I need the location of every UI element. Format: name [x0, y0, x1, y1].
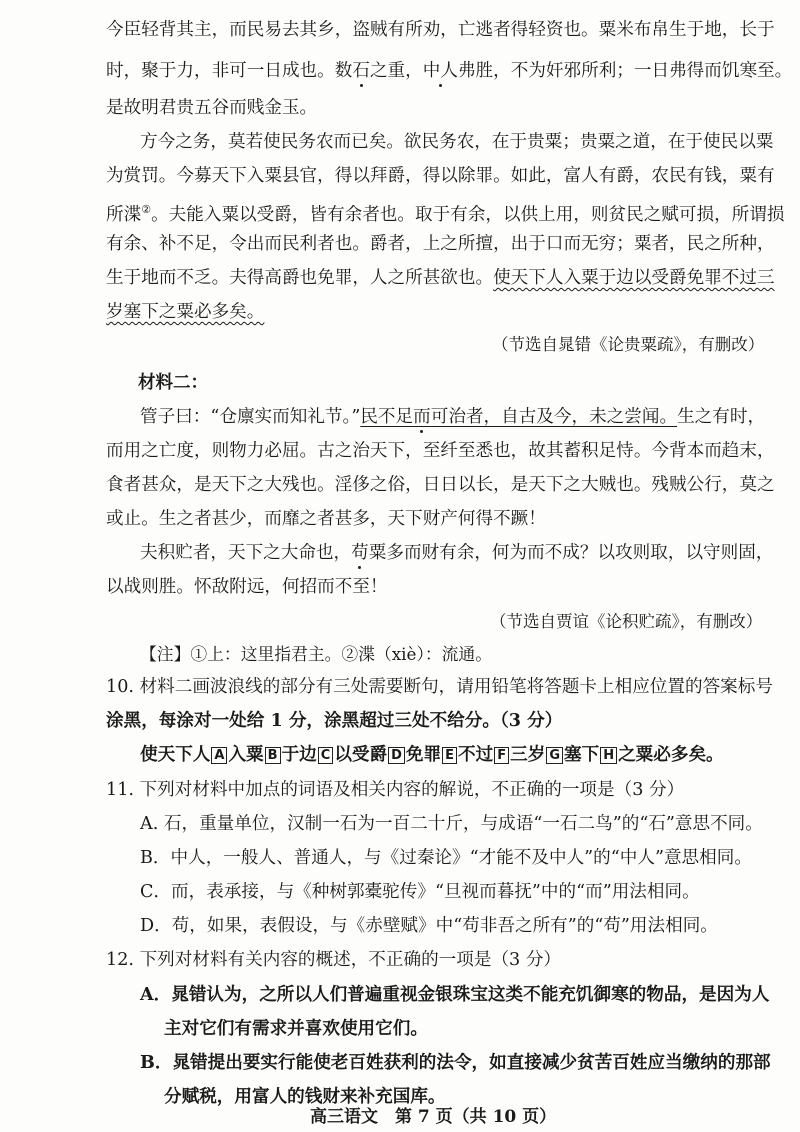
material2-line-1: 管子曰：“仓廪实而知礼节。”民不足而可治者，自古及今，未之尝闻。生之有时， — [140, 407, 766, 427]
passage1-line-6: 所渫②。夫能入粟以受爵，皆有余者也。取于有余，以供上用，则贫民之赋可损，所谓损 — [106, 203, 785, 225]
q12-option-a-line-1[interactable]: A．晁错认为，之所以人们普遍重视金银珠宝这类不能充饥御寒的物品，是因为人 — [140, 984, 770, 1005]
q12-option-a-line-2[interactable]: 主对它们有需求并喜欢使用它们。 — [164, 1018, 428, 1039]
passage1-line-2: 时，聚于力，非可一日成也。数石之重，中人弗胜，不为奸邪所利；一日弗得而饥寒至。 — [106, 61, 793, 81]
footnote-marker-2: ② — [141, 203, 152, 216]
material2-line-2: 而用之亡度，则物力必屈。古之治天下，至纤至悉也，故其蓄积足恃。今背本而趋末， — [106, 441, 775, 461]
q12-stem: 12. 下列对材料有关内容的概述，不正确的一项是（3 分） — [106, 950, 562, 970]
q11-option-d[interactable]: D．苟，如果，表假设，与《赤壁赋》中“苟非吾之所有”的“苟”用法相同。 — [140, 916, 718, 936]
q10-answer-options: 使天下人 A 入粟 B 于边 C 以受爵 D 免罪 E 不过 F 三岁 G 塞下 H 之粟必多矣。 — [140, 744, 724, 765]
q11-option-b[interactable]: B．中人，一般人、普通人，与《过秦论》“才能不及中人”的“中人”意思相同。 — [140, 848, 752, 868]
option-box-h[interactable]: H — [600, 747, 617, 764]
q12-option-b-line-1[interactable]: B．晁错提出要实行能使老百姓获利的法令，如直接减少贫苦百姓应当缴纳的那部 — [140, 1052, 771, 1073]
q10-stem-line-1: 10. 材料二画波浪线的部分有三处需要断句，请用铅笔将答题卡上相应位置的答案标号 — [106, 677, 773, 697]
material2-heading: 材料二： — [138, 373, 208, 393]
material2-line-4: 或止。生之者甚少，而靡之者甚多，天下财产何得不蹶！ — [106, 509, 546, 529]
option-box-d[interactable]: D — [388, 747, 405, 764]
dotted-word-gou: 苟 — [351, 543, 369, 563]
material2-source: （节选自贾谊《论积贮疏》，有删改） — [490, 612, 763, 631]
passage1-line-7: 有余、补不足，令出而民利者也。爵者，上之所擅，出于口而无穷；粟者，民之所种， — [106, 234, 775, 254]
option-box-c[interactable]: C — [318, 747, 334, 764]
material2-line-3: 食者甚众，是天下之大残也。淫侈之俗，日日以长，是天下之大贼也。残贼公行，莫之 — [106, 475, 775, 495]
passage1-line-5: 为赏罚。今募天下入粟县官，得以拜爵，得以除罪。如此，富人有爵，农民有钱，粟有 — [106, 166, 775, 186]
q11-option-a[interactable]: A. 石，重量单位，汉制一石为一百二十斤，与成语“一石二鸟”的“石”意思不同。 — [140, 814, 763, 834]
option-box-g[interactable]: G — [546, 747, 563, 764]
passage1-line-4: 方今之务，莫若使民务农而已矣。欲民务农，在于贵粟；贵粟之道，在于使民以粟 — [140, 132, 774, 152]
underline-1: 民不足 — [360, 407, 414, 427]
q11-stem: 11. 下列对材料中加点的词语及相关内容的解说，不正确的一项是（3 分） — [106, 780, 685, 800]
passage1-line-9 — [106, 301, 264, 323]
material2-line-6: 以战则胜。怀敌附远，何招而不至！ — [106, 577, 388, 597]
wavy-underline-2: 岁塞下之粟必多矣。 — [106, 302, 265, 322]
passage1-line-8: 生于地而不乏。夫得高爵也免罪，人之所甚欲也。使天下人入粟于边以受爵免罪不过三 — [106, 268, 775, 288]
passage1-source: （节选自晁错《论贵粟疏》，有删改） — [492, 335, 765, 354]
option-box-a[interactable]: A — [211, 747, 227, 764]
dotted-word-er: 而 — [413, 407, 431, 427]
page-footer: 高三语文 第 7 页（共 10 页） — [310, 1107, 557, 1127]
material2-line-5: 夫积贮者，天下之大命也，苟粟多而财有余，何为而不成？以攻则取，以守则固， — [140, 543, 774, 563]
q11-option-c[interactable]: C．而，表承接，与《种树郭橐驼传》“旦视而暮抚”中的“而”用法相同。 — [140, 882, 700, 902]
wavy-underline-1: 使天下人入粟于边以受爵免罪不过三 — [493, 268, 775, 288]
option-box-e[interactable]: E — [442, 747, 457, 764]
underline-2: 可治者，自古及今，未之尝闻。 — [430, 407, 678, 427]
dotted-word-zhongren: 中人 — [422, 61, 458, 81]
option-box-b[interactable]: B — [265, 747, 281, 764]
q10-stem-line-2: 涂黑，每涂对一处给 1 分，涂黑超过三处不给分。（3 分） — [106, 710, 563, 731]
annotation-note: 【注】①上：这里指君主。②渫（xiè）：流通。 — [140, 644, 492, 664]
passage1-line-1: 今臣轻背其主，而民易去其乡，盗贼有所劝，亡逃者得轻资也。粟米布帛生于地，长于 — [106, 20, 775, 40]
q12-option-b-line-2[interactable]: 分赋税，用富人的钱财来补充国库。 — [164, 1086, 446, 1107]
dotted-word-shi: 石 — [352, 61, 370, 81]
option-box-f[interactable]: F — [494, 747, 509, 764]
passage1-line-3: 是故明君贵五谷而贱金玉。 — [106, 98, 318, 118]
